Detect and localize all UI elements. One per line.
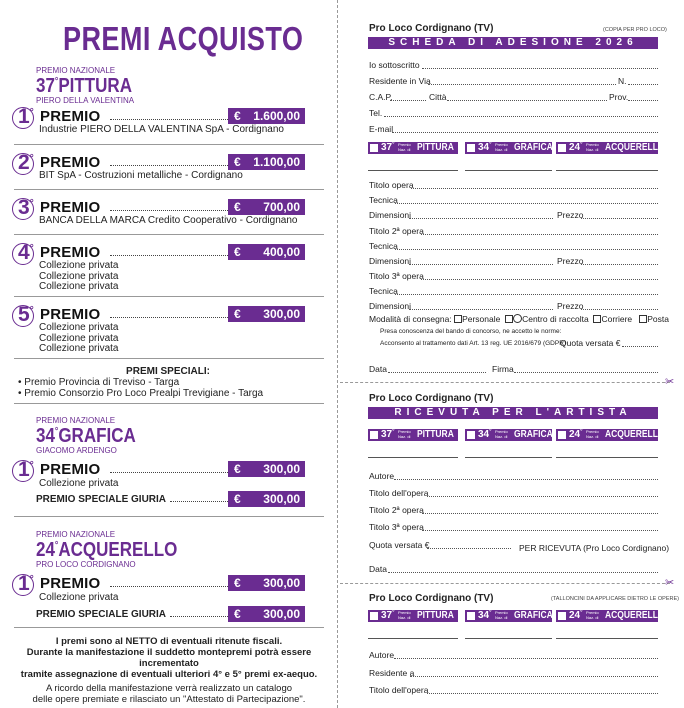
tag-underline: [368, 170, 458, 171]
opera-prezzo-label: Prezzo: [557, 256, 584, 266]
per-ricevuta: PER RICEVUTA (Pro Loco Cordignano): [519, 543, 670, 553]
grafica-header: [36, 417, 153, 455]
prize-amount: € 300,00: [228, 461, 305, 477]
tag-edition: 37°: [381, 429, 395, 440]
tag-checkbox[interactable]: [558, 431, 566, 439]
acquerello-subtitle: PRO LOCO CORDIGNANO: [36, 560, 136, 569]
prize-label: PREMIO: [40, 199, 101, 216]
tag-grafica[interactable]: [465, 429, 552, 441]
titolo2-label: Titolo 2ª opera: [369, 505, 424, 515]
prize-number: 1°: [14, 458, 30, 482]
premi-speciali-heading: PREMI SPECIALI:: [126, 366, 210, 377]
tag-pittura[interactable]: [368, 429, 458, 441]
titolo-opera3-label: Titolo dell'opera: [369, 685, 429, 695]
opera-tecnica-label: Tecnica: [369, 195, 398, 205]
tag-pittura[interactable]: [368, 610, 458, 622]
tag-underline: [465, 638, 552, 639]
opera-dimensioni-line[interactable]: [409, 218, 553, 219]
tag-small: Premio Naz. di: [495, 142, 508, 152]
divider: [14, 296, 324, 297]
field-residente-line[interactable]: [428, 84, 616, 85]
talloncini-note: (TALLONCINI DA APPLICARE DIETRO LE OPERE): [551, 596, 679, 602]
tag-edition: 37°: [381, 142, 395, 153]
opera-prezzo-line[interactable]: [581, 264, 658, 265]
prize-label: PREMIO: [40, 244, 101, 261]
prize-number: 4°: [14, 241, 30, 265]
opera-tecnica-label: Tecnica: [369, 286, 398, 296]
field-cap-label: C.A.P.: [369, 92, 393, 102]
acquerello-prize-1: [14, 574, 324, 594]
opera-dimensioni-label: Dimensioni: [369, 210, 412, 220]
divider: [14, 403, 324, 404]
data-label: Data: [369, 364, 387, 374]
prize-label: PREMIO: [40, 306, 101, 323]
footnote: I premi sono al NETTO di eventuali ritenute fiscali. Durante la manifestazione il suddetto montepremi potrà essere incrementato tramite assegnazione di eventuali ulteriori 4° e 5° premi ex-aequo. A ricordo della manifestazione verrà realizzato un catalogo delle opere premiate e rilasciato un "Attestato di Partecipazione".: [20, 636, 318, 705]
cut-line-2: [340, 583, 670, 584]
tag-underline: [556, 457, 658, 458]
cut-line: [340, 382, 670, 383]
data-line[interactable]: [388, 372, 486, 373]
grafica-subtitle: GIACOMO ARDENGO: [36, 446, 117, 455]
tag-acquerello[interactable]: [556, 429, 665, 441]
org-name-3: Pro Loco Cordignano (TV): [369, 593, 494, 604]
residente-a-line[interactable]: [410, 676, 658, 677]
field-tel-line[interactable]: [384, 116, 658, 117]
centro-icon: [513, 314, 522, 323]
firma-line[interactable]: [514, 372, 658, 373]
prize-label: PREMIO: [40, 108, 101, 125]
opera-titolo3-label: Titolo 3ª opera: [369, 271, 424, 281]
prize-number: 1°: [14, 105, 30, 129]
field-sottoscritto-label: Io sottoscritto: [369, 60, 420, 70]
titolo-opera-line[interactable]: [427, 496, 658, 497]
tag-small: Premio Naz. di: [398, 429, 411, 439]
prize-sponsor: Collezione privata: [39, 322, 119, 333]
tag-checkbox[interactable]: [370, 612, 378, 620]
field-citta-label: Città: [429, 92, 447, 102]
quota-label: Quota versata €: [560, 338, 621, 348]
tag-small: Premio Naz. di: [398, 142, 411, 152]
tag-underline: [368, 638, 458, 639]
org-name: Pro Loco Cordignano (TV): [369, 23, 494, 34]
grafica-premio-nazionale: PREMIO NAZIONALE: [36, 416, 116, 425]
divider: [14, 189, 324, 190]
titolo2-line[interactable]: [422, 513, 658, 514]
tag-name: ACQUERELLO: [605, 610, 665, 621]
checkbox-personale[interactable]: [454, 315, 462, 323]
acquerello-giuria-amount: € 300,00: [228, 606, 305, 622]
prize-amount: € 1.100,00: [228, 154, 305, 170]
tag-small: Premio Naz. di: [586, 610, 599, 620]
page-title: PREMI ACQUISTO: [63, 20, 304, 57]
prize-sponsor: BANCA DELLA MARCA Credito Cooperativo - Cordignano: [39, 215, 298, 226]
tag-underline: [465, 457, 552, 458]
tag-checkbox[interactable]: [558, 612, 566, 620]
premi-speciali: [18, 366, 318, 399]
opera-titolo3-line[interactable]: [421, 279, 658, 280]
tag-acquerello[interactable]: [556, 610, 665, 622]
grafica-giuria: PREMIO SPECIALE GIURIA: [36, 494, 240, 505]
prize-amount: € 1.600,00: [228, 108, 305, 124]
divider: [14, 144, 324, 145]
privacy-text-2: Acconsento al trattamento dati Art. 13 reg. UE 2016/679 (GDPR): [380, 340, 567, 347]
tag-edition: 37°: [381, 610, 395, 621]
grafica-sponsor: Collezione privata: [39, 478, 119, 489]
data2-label: Data: [369, 564, 387, 574]
titolo-opera-label: Titolo dell'opera: [369, 488, 429, 498]
prize-amount: € 300,00: [228, 575, 305, 591]
tag-pittura[interactable]: [368, 142, 458, 154]
prize-sponsor: Collezione privata: [39, 281, 119, 292]
tag-checkbox[interactable]: [467, 144, 475, 152]
field-citta-line[interactable]: [447, 100, 607, 101]
prize-sponsor: Collezione privata: [39, 332, 119, 344]
vertical-divider: [337, 0, 338, 708]
field-email-label: E-mail: [369, 124, 394, 134]
prize-label: PREMIO: [40, 461, 101, 478]
opera-titolo2-label: Titolo 2ª opera: [369, 226, 424, 236]
tag-small: Premio Naz. di: [398, 610, 411, 620]
pittura-premio-nazionale: PREMIO NAZIONALE: [36, 66, 116, 75]
prize-amount: € 300,00: [228, 306, 305, 322]
tag-acquerello[interactable]: [556, 142, 665, 154]
firma-label: Firma: [492, 364, 514, 374]
tag-edition: 34°: [478, 142, 492, 153]
prize-amount: € 700,00: [228, 199, 305, 215]
divider: [14, 627, 324, 628]
tag-underline: [556, 638, 658, 639]
opera-prezzo-line[interactable]: [581, 218, 658, 219]
field-tel-label: Tel.: [369, 108, 383, 118]
tag-checkbox[interactable]: [370, 431, 378, 439]
tag-name: PITTURA: [417, 429, 454, 440]
ricevuta-bar: RICEVUTA PER L'ARTISTA: [368, 407, 658, 419]
divider: [14, 234, 324, 235]
tag-underline: [556, 170, 658, 171]
opera-tecnica-line[interactable]: [395, 203, 658, 204]
tag-name: GRAFICA: [514, 142, 553, 153]
pittura-title: 37°PITTURA: [36, 75, 132, 97]
tag-name: PITTURA: [417, 610, 454, 621]
opera-titolo-label: Titolo opera: [369, 180, 414, 190]
privacy-text-1: Presa conoscenza del bando di concorso, ne accetto le norme:: [380, 328, 562, 335]
tag-name: PITTURA: [417, 142, 454, 153]
titolo3-line[interactable]: [422, 530, 658, 531]
titolo-opera3-line[interactable]: [427, 693, 658, 694]
consegna-row: Modalità di consegna: Personale Centro di raccolta Corriere Posta: [369, 314, 669, 324]
prize-sponsor: BIT SpA - Costruzioni metalliche - Cordignano: [39, 170, 243, 181]
acquerello-giuria: PREMIO SPECIALE GIURIA: [36, 609, 240, 620]
quota-versata-line[interactable]: [427, 548, 511, 549]
tag-edition: 24°: [569, 142, 583, 153]
prize-label: PREMIO: [40, 154, 101, 171]
tag-small: Premio Naz. di: [586, 142, 599, 152]
tag-checkbox[interactable]: [370, 144, 378, 152]
tag-small: Premio Naz. di: [495, 429, 508, 439]
tag-small: Premio Naz. di: [586, 429, 599, 439]
quota-line[interactable]: [622, 346, 658, 347]
acquerello-title: 24°ACQUERELLO: [36, 539, 178, 561]
tag-grafica[interactable]: [465, 142, 552, 154]
divider: [14, 516, 324, 517]
tag-edition: 24°: [569, 610, 583, 621]
tag-grafica[interactable]: [465, 610, 552, 622]
prize-number: 5°: [14, 303, 30, 327]
acquerello-header: [36, 531, 202, 569]
scissors-icon: ✂: [665, 577, 675, 589]
opera-tecnica-line[interactable]: [395, 294, 658, 295]
special-item: • Premio Consorzio Pro Loco Prealpi Trevigiane - Targa: [18, 388, 264, 399]
tag-name: GRAFICA: [514, 429, 553, 440]
opera-titolo2-line[interactable]: [421, 234, 658, 235]
tag-edition: 24°: [569, 429, 583, 440]
tag-underline: [368, 457, 458, 458]
prize-sponsor: Industrie PIERO DELLA VALENTINA SpA - Cordignano: [39, 124, 284, 135]
data2-line[interactable]: [388, 572, 658, 573]
opera-dimensioni-label: Dimensioni: [369, 301, 412, 311]
acquerello-premio-nazionale: PREMIO NAZIONALE: [36, 530, 116, 539]
prize-label: PREMIO: [40, 575, 101, 592]
field-email-line[interactable]: [392, 132, 658, 133]
residente-a-label: Residente a: [369, 668, 415, 678]
prize-amount: € 400,00: [228, 244, 305, 260]
special-item: • Premio Provincia di Treviso - Targa: [18, 377, 180, 388]
opera-prezzo-line[interactable]: [581, 309, 658, 310]
tag-checkbox[interactable]: [467, 612, 475, 620]
tag-name: ACQUERELLO: [605, 429, 665, 440]
prize-sponsor: Collezione privata: [39, 260, 119, 271]
tag-checkbox[interactable]: [558, 144, 566, 152]
grafica-title: 34°GRAFICA: [36, 425, 136, 447]
grafica-giuria-amount: € 300,00: [228, 491, 305, 507]
opera-dimensioni-label: Dimensioni: [369, 256, 412, 266]
scissors-icon: ✂: [665, 376, 675, 388]
prize-number: 2°: [14, 151, 30, 175]
opera-titolo-line[interactable]: [411, 188, 658, 189]
field-cap-line[interactable]: [390, 100, 426, 101]
tag-edition: 34°: [478, 610, 492, 621]
autore-line[interactable]: [394, 479, 658, 480]
field-residente-label: Residente in Via: [369, 76, 431, 86]
opera-prezzo-label: Prezzo: [557, 210, 584, 220]
checkbox-centro[interactable]: [505, 315, 513, 323]
titolo3-label: Titolo 3ª opera: [369, 522, 424, 532]
field-prov-line[interactable]: [628, 100, 658, 101]
opera-prezzo-label: Prezzo: [557, 301, 584, 311]
opera-tecnica-label: Tecnica: [369, 241, 398, 251]
autore3-label: Autore: [369, 650, 395, 660]
prize-number: 1°: [14, 572, 30, 596]
prize-sponsor: Collezione privata: [39, 343, 119, 354]
divider: [14, 358, 324, 359]
field-n-line[interactable]: [628, 84, 658, 85]
autore-label: Autore: [369, 471, 395, 481]
prize-number: 3°: [14, 196, 30, 220]
org-name-2: Pro Loco Cordignano (TV): [369, 393, 494, 404]
prize-sponsor: Collezione privata: [39, 270, 119, 282]
field-sottoscritto-line[interactable]: [422, 68, 658, 69]
autore3-line[interactable]: [394, 658, 658, 659]
scheda-bar: SCHEDA DI ADESIONE 2026: [368, 37, 658, 49]
opera-dimensioni-line[interactable]: [409, 309, 553, 310]
pittura-subtitle: PIERO DELLA VALENTINA: [36, 96, 135, 105]
grafica-prize-1: [14, 460, 324, 480]
pittura-header: [36, 67, 149, 105]
tag-edition: 34°: [478, 429, 492, 440]
tag-small: Premio Naz. di: [495, 610, 508, 620]
tag-name: GRAFICA: [514, 610, 553, 621]
acquerello-sponsor: Collezione privata: [39, 592, 119, 603]
quota-versata-label: Quota versata €: [369, 540, 430, 550]
opera-dimensioni-line[interactable]: [409, 264, 553, 265]
field-prov-label: Prov.: [609, 92, 629, 102]
tag-name: ACQUERELLO: [605, 142, 665, 153]
tag-checkbox[interactable]: [467, 431, 475, 439]
tag-underline: [465, 170, 552, 171]
opera-tecnica-line[interactable]: [395, 249, 658, 250]
field-n-label: N.: [618, 76, 627, 86]
copy-note: (COPIA PER PRO LOCO): [603, 27, 667, 33]
